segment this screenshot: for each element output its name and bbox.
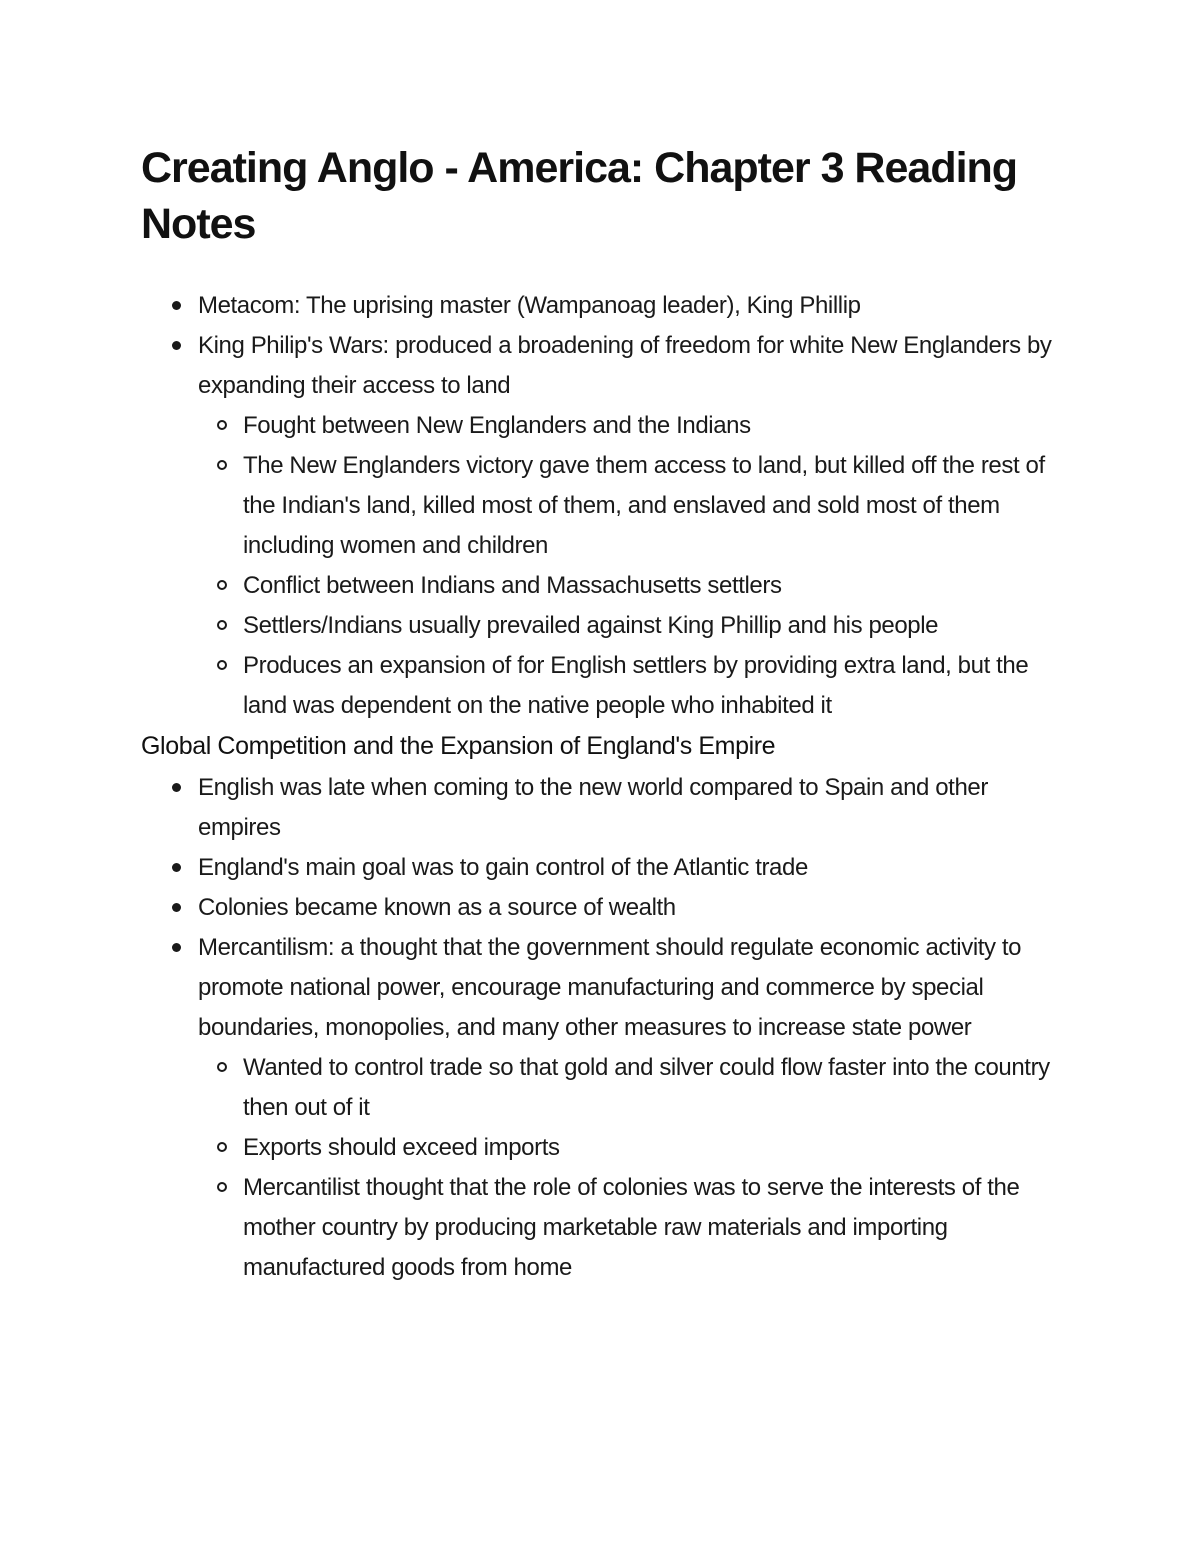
hollow-bullet-icon — [217, 420, 227, 430]
sublist-item — [186, 566, 1061, 606]
hollow-bullet-icon — [217, 620, 227, 630]
hollow-bullet-icon — [217, 660, 227, 670]
list-item — [141, 326, 1061, 726]
hollow-bullet-icon — [217, 1142, 227, 1152]
bullet-icon — [172, 783, 181, 792]
sublist-item-text: Mercantilist thought that the role of colonies was to serve the interests of the mother country by producing marketable raw materials and importing manufactured goods from home — [243, 1174, 1020, 1281]
list-item-text: Metacom: The uprising master (Wampanoag leader), King Phillip — [198, 292, 861, 319]
list-item — [141, 928, 1061, 1288]
sublist-item-text: Wanted to control trade so that gold and silver could flow faster into the country then out of it — [243, 1054, 1050, 1121]
sublist-item-text: The New Englanders victory gave them access to land, but killed off the rest of the Indian's land, killed most of them, and enslaved and sold most of them including women and children — [243, 452, 1045, 559]
section-heading: Global Competition and the Expansion of England's Empire — [141, 732, 776, 760]
bullet-icon — [172, 943, 181, 952]
hollow-bullet-icon — [217, 460, 227, 470]
list-item-text: Colonies became known as a source of wealth — [198, 894, 676, 921]
list-item-text: England's main goal was to gain control of the Atlantic trade — [198, 854, 808, 881]
bullet-icon — [172, 341, 181, 350]
sublist-item — [186, 646, 1061, 726]
sublist-item-text: Conflict between Indians and Massachusetts settlers — [243, 572, 782, 599]
list-item — [141, 286, 1061, 326]
page-title: Creating Anglo - America: Chapter 3 Reading Notes — [141, 144, 1018, 248]
sublist-item-text: Settlers/Indians usually prevailed against King Phillip and his people — [243, 612, 939, 639]
list-item — [141, 848, 1061, 888]
bullet-icon — [172, 903, 181, 912]
sublist-item — [186, 1048, 1061, 1128]
list-item — [141, 768, 1061, 848]
hollow-bullet-icon — [217, 1182, 227, 1192]
list-item-text: Mercantilism: a thought that the government should regulate economic activity to promote national power, encourage manufacturing and commerce by special boundaries, monopolies, and many other measures to increase state power — [198, 934, 1022, 1041]
sublist-item — [186, 606, 1061, 646]
sublist — [186, 406, 1061, 726]
list-item-text: King Philip's Wars: produced a broadening of freedom for white New Englanders by expanding their access to land — [198, 332, 1052, 399]
sublist-item — [186, 1128, 1061, 1168]
sublist-item-text: Produces an expansion of for English settlers by providing extra land, but the land was dependent on the native people who inhabited it — [243, 652, 1029, 719]
bullet-icon — [172, 301, 181, 310]
sublist-item-text: Exports should exceed imports — [243, 1134, 560, 1161]
hollow-bullet-icon — [217, 1062, 227, 1072]
list-item-text: English was late when coming to the new world compared to Spain and other empires — [198, 774, 988, 841]
section1-list — [141, 286, 1061, 726]
bullet-icon — [172, 863, 181, 872]
hollow-bullet-icon — [217, 580, 227, 590]
section2-list — [141, 768, 1061, 1288]
sublist — [186, 1048, 1061, 1288]
sublist-item — [186, 1168, 1061, 1288]
list-item — [141, 888, 1061, 928]
document-page — [141, 140, 1061, 1288]
sublist-item — [186, 446, 1061, 566]
sublist-item — [186, 406, 1061, 446]
sublist-item-text: Fought between New Englanders and the Indians — [243, 412, 751, 439]
